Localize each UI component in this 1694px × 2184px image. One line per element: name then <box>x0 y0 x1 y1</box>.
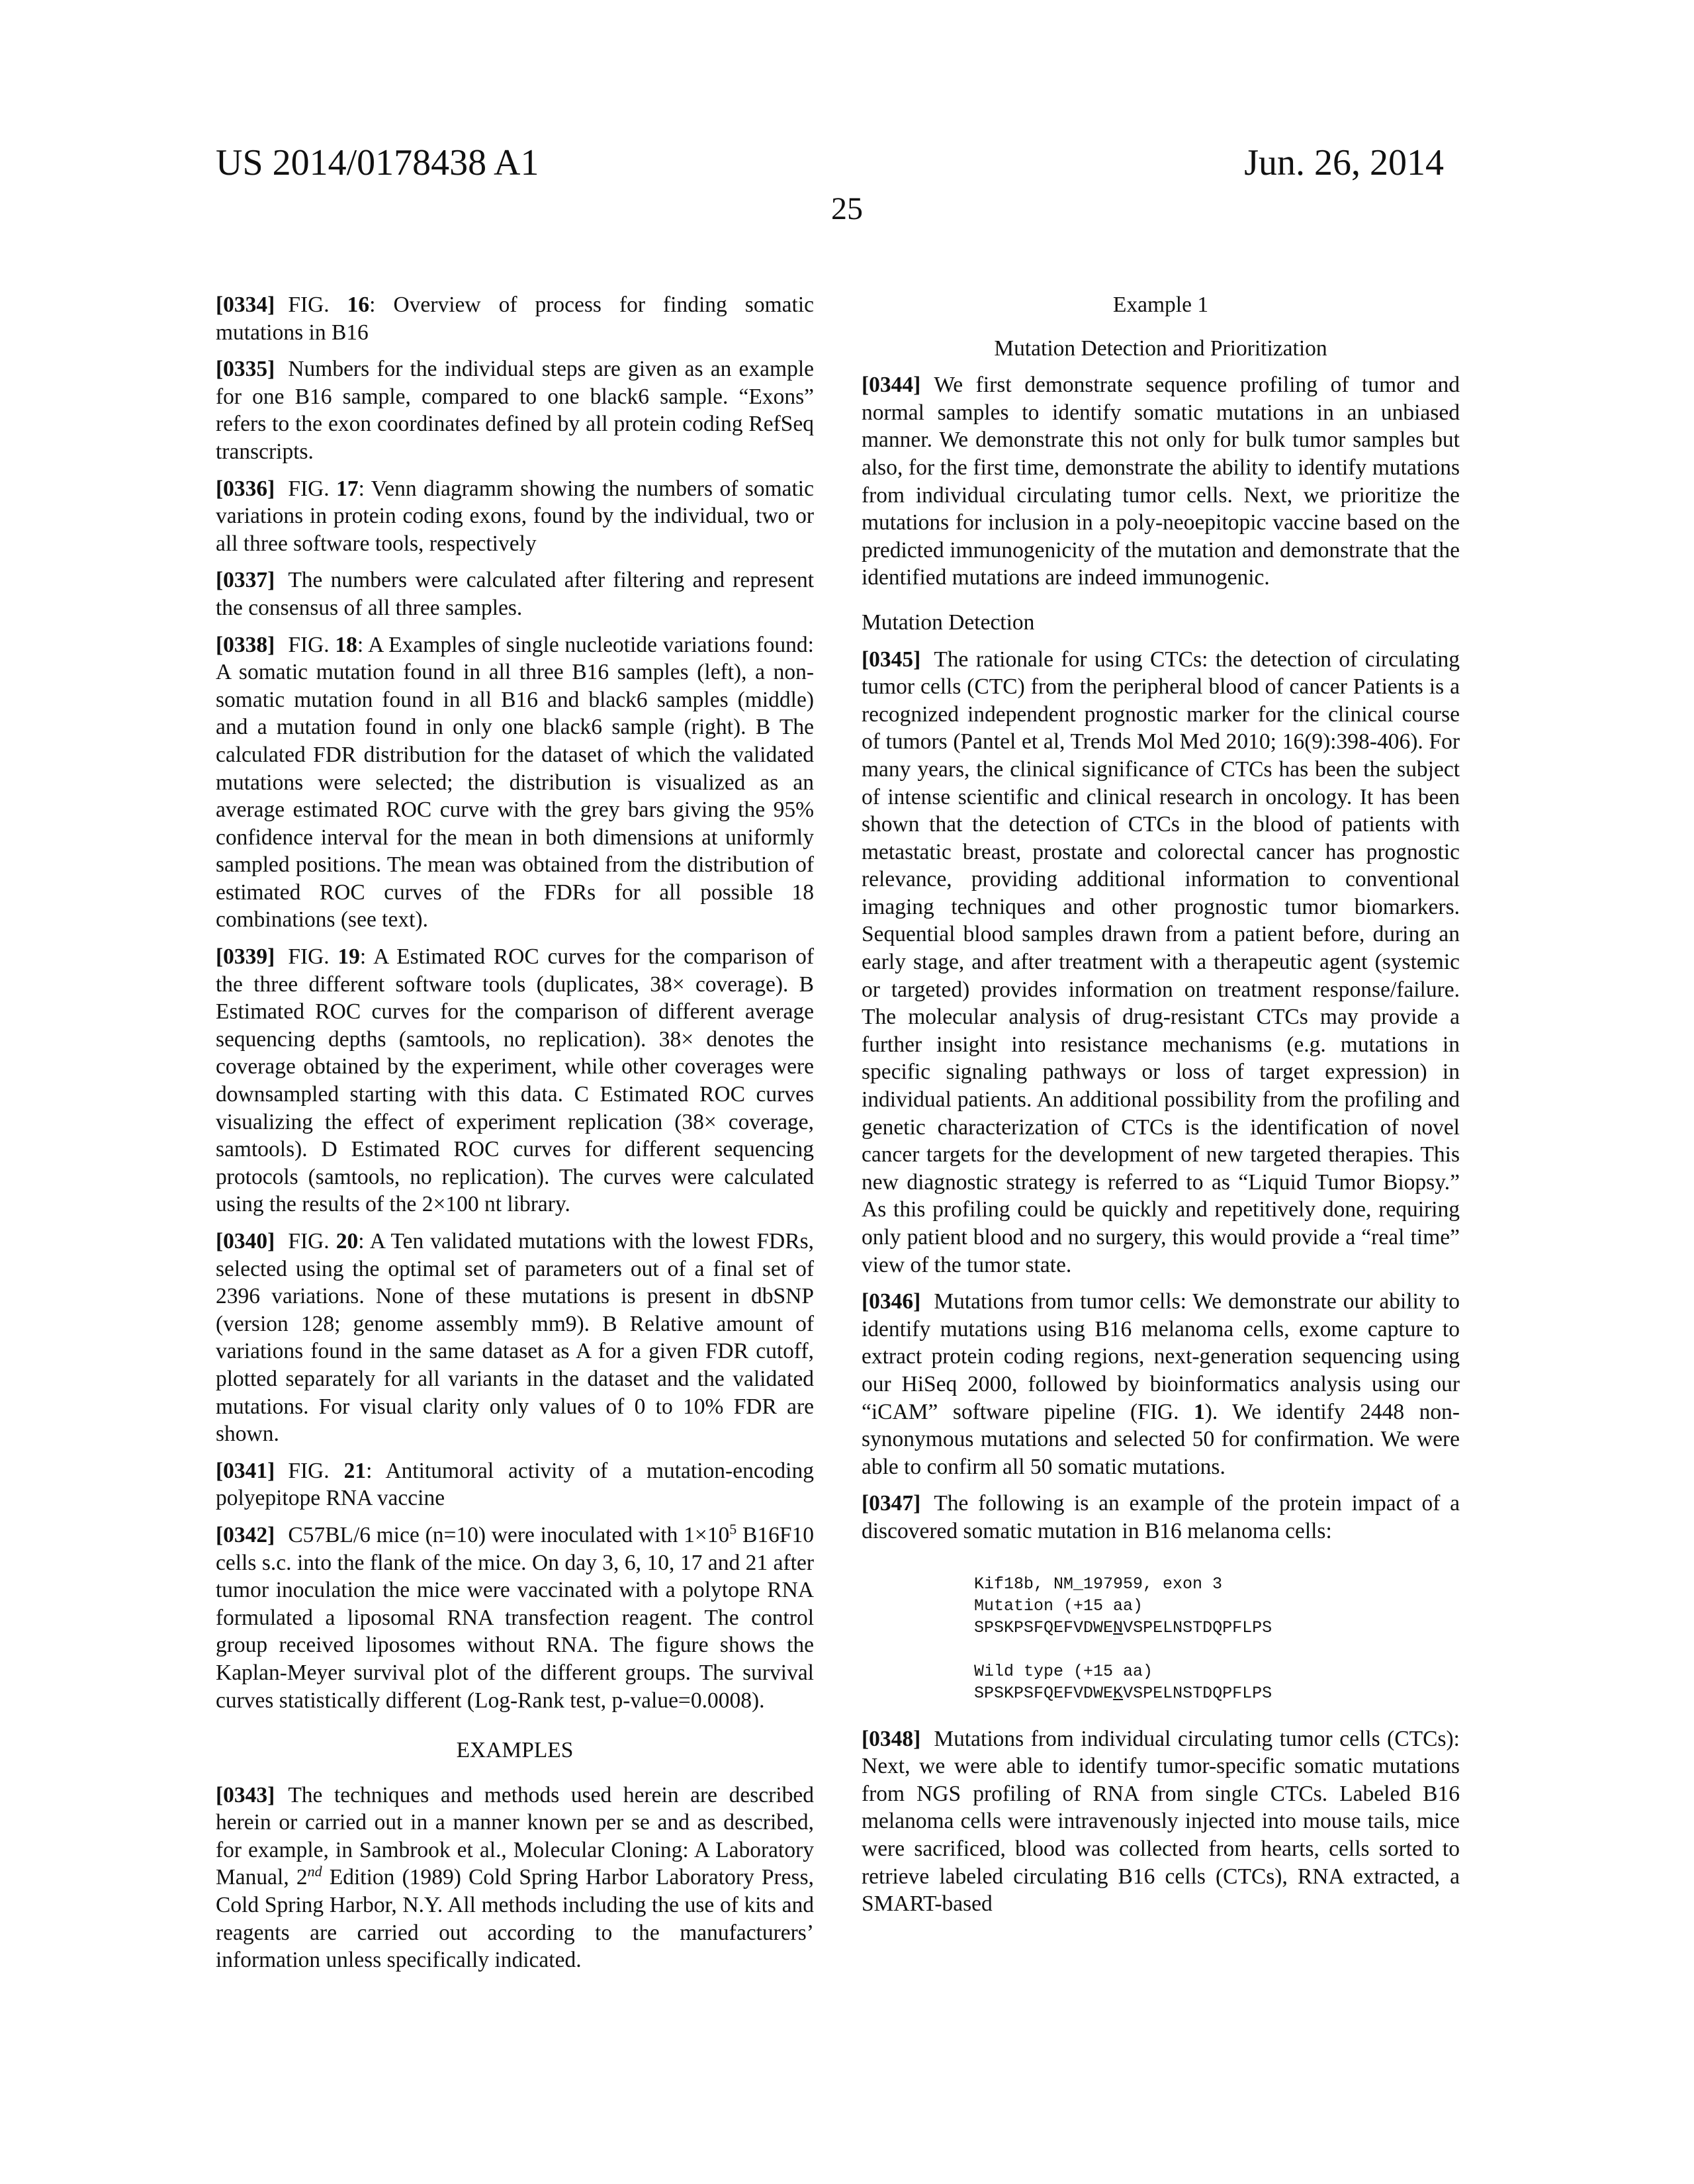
spacer <box>974 1639 1460 1661</box>
paragraph-id: [0344] <box>862 373 921 398</box>
paragraph-text: Edition (1989) Cold Spring Harbor Laboratory Press, Cold Spring Harbor, N.Y. All methods including the use of kits and reagents are carried out according to the manufacturers’ information unless specifically indicated. <box>216 1865 814 1973</box>
paragraph-text: The techniques and methods used herein are described herein or carried out in a manner known per se and as described, for example, in Sambrook et al., Molecular Cloning: A Laboratory Manual, 2 <box>216 1782 814 1890</box>
figure-ref: 1 <box>1194 1399 1205 1424</box>
paragraph-id: [0340] <box>216 1229 275 1253</box>
paragraph-text: FIG. <box>288 476 337 501</box>
paragraph-0338 <box>216 631 814 934</box>
figure-ref: 17 <box>336 476 359 501</box>
wildtype-residue: K <box>1113 1683 1124 1703</box>
paragraph-text: : Venn diagramm showing the numbers of somatic variations in protein coding exons, found by the individual, two or all three software tools, respectively <box>216 476 814 556</box>
page-number: 25 <box>831 191 863 226</box>
paragraph-0344 <box>862 371 1460 592</box>
example-title: Example 1 <box>1112 293 1209 317</box>
paragraph-text: FIG. <box>288 293 347 317</box>
sequence-part: VSPELNSTDQPFLPS <box>1123 1617 1272 1637</box>
paragraph-0342 <box>216 1522 814 1714</box>
paragraph-id: [0348] <box>862 1726 921 1751</box>
paragraph-text: : A Ten validated mutations with the lowest FDRs, selected using the optimal set of parameters out of a final set of 2396 variations. None of these mutations is present in dbSNP (version 128; genome assembly mm9). B Relative amount of variations found in the same dataset as A for a given FDR cutoff, plotted separately for all variants in the dataset and the validated mutations. For visual clarity only values of 0 to 10% FDR are shown. <box>216 1229 814 1447</box>
paragraph-text: FIG. <box>288 1229 336 1253</box>
paragraph-text: FIG. <box>288 1458 344 1483</box>
example-subtitle: Mutation Detection and Prioritization <box>994 336 1327 361</box>
paragraph-text: FIG. <box>288 632 335 657</box>
paragraph-text: : Antitumoral activity of a mutation-encoding polyepitope RNA vaccine <box>216 1458 814 1511</box>
paragraph-text: FIG. <box>288 944 338 970</box>
subheading-mutation-detection: Mutation Detection <box>862 610 1035 635</box>
paragraph-text: We first demonstrate sequence profiling of tumor and normal samples to identify somatic mutations in an unbiased manner. We demonstrate this not only for bulk tumor samples but also, for the first time, demonstrate the ability to identify mutations from individual circulating tumor cells. Next, we prioritize the mutations for inclusion in a poly-neoepitopic vaccine based on the predicted immunogenicity of the mutation and demonstrate that the identified mutations are indeed immunogenic. <box>862 373 1460 590</box>
paragraph-0341 <box>216 1457 814 1512</box>
paragraph-text: The numbers were calculated after filtering and represent the consensus of all three samples. <box>216 568 814 620</box>
figure-ref: 20 <box>335 1229 359 1253</box>
paragraph-text: C57BL/6 mice (n=10) were inoculated with 1×10 <box>288 1522 730 1547</box>
paragraph-0340 <box>216 1228 814 1448</box>
paragraph-0335 <box>216 355 814 465</box>
paragraph-id: [0334] <box>216 293 275 317</box>
figure-ref: 21 <box>343 1458 367 1483</box>
paragraph-text: The following is an example of the protein impact of a discovered somatic mutation in B16 melanoma cells: <box>862 1491 1460 1543</box>
paragraph-id: [0343] <box>216 1782 275 1807</box>
sequence-part: VSPELNSTDQPFLPS <box>1123 1683 1272 1703</box>
figure-ref: 19 <box>337 944 360 970</box>
paragraph-text: Mutations from individual circulating tumor cells (CTCs): Next, we were able to identify tumor-specific somatic mutations from NGS profiling of RNA from single CTCs. Labeled B16 melanoma cells were intravenously injected into mouse tails, mice were sacrificed, blood was collected from hearts, cells sorted to retrieve labeled circulating B16 cells (CTCs), RNA extracted, a SMART-based <box>862 1726 1460 1917</box>
sequence-part: SPSKPSFQEFVDWE <box>974 1683 1114 1703</box>
right-column <box>862 291 1460 1927</box>
paragraph-text: : A Examples of single nucleotide variations found: A somatic mutation found in all three B16 samples (left), a non-somatic mutation found in all B16 and black6 samples (middle) and a mutation found in only one black6 sample (right). B The calculated FDR distribution for the dataset of which the validated mutations were selected; the distribution is visualized as an average estimated ROC curve with the grey bars giving the 95% confidence interval for the mean in both dimensions at uniformly sampled positions. The mean was obtained from the distribution of estimated ROC curves of the FDRs for all possible 18 combinations (see text). <box>216 632 814 933</box>
sequence-wildtype-label: Wild type (+15 aa) <box>974 1661 1153 1681</box>
paragraph-0346 <box>862 1288 1460 1480</box>
paragraph-id: [0347] <box>862 1491 921 1516</box>
sequence-wildtype <box>974 1682 1460 1704</box>
figure-ref: 16 <box>347 293 370 317</box>
sequence-block <box>974 1573 1460 1704</box>
paragraph-0348 <box>862 1725 1460 1918</box>
paragraph-0347 <box>862 1490 1460 1545</box>
paragraph-0339 <box>216 943 814 1218</box>
paragraph-0334 <box>216 291 814 346</box>
section-heading-examples: EXAMPLES <box>456 1738 574 1763</box>
paragraph-0337 <box>216 567 814 621</box>
paragraph-id: [0335] <box>216 357 275 382</box>
paragraph-text: B16F10 cells s.c. into the flank of the mice. On day 3, 6, 10, 17 and 21 after tumor inoculation the mice were vaccinated with a polytope RNA formulated a liposomal RNA transfection reagent. The control group received liposomes without RNA. The figure shows the Kaplan-Meyer survival plot of the different groups. The survival curves statistically different (Log-Rank test, p-value=0.0008). <box>216 1522 814 1713</box>
paragraph-id: [0341] <box>216 1458 275 1483</box>
paragraph-text: The rationale for using CTCs: the detection of circulating tumor cells (CTC) from the peripheral blood of cancer Patients is a recognized independent prognostic marker for the clinical course of tumors (Pantel et al, Trends Mol Med 2010; 16(9):398-406). For many years, the clinical significance of CTCs has been the subject of intense scientific and clinical research in oncology. It has been shown that the detection of CTCs in the blood of patients with metastatic breast, prostate and colorectal cancer has prognostic relevance, providing additional information to conventional imaging techniques and other prognostic tumor biomarkers. Sequential blood samples drawn from a patient before, during an early stage, and after treatment with a therapeutic agent (systemic or targeted) provides information on treatment response/failure. The molecular analysis of drug-resistant CTCs may provide a further insight into resistance mechanisms (e.g. mutations in specific signaling pathways or loss of target expression) in individual patients. An additional possibility from the profiling and genetic characterization of CTCs is the identification of novel cancer targets for the development of new targeted therapies. This new diagnostic strategy is referred to as “Liquid Tumor Biopsy.” As this profiling could be quickly and repetitively done, requiring only patient blood and no surgery, this would provide a “real time” view of the tumor state. <box>862 647 1460 1277</box>
figure-ref: 18 <box>335 632 357 657</box>
patent-number: US 2014/0178438 A1 <box>216 142 539 183</box>
paragraph-id: [0338] <box>216 632 275 657</box>
paragraph-id: [0339] <box>216 944 275 970</box>
sequence-part: SPSKPSFQEFVDWE <box>974 1617 1114 1637</box>
publication-date: Jun. 26, 2014 <box>1244 142 1444 183</box>
paragraph-text: Mutations from tumor cells: We demonstrate our ability to identify mutations using B16 melanoma cells, exome capture to extract protein coding regions, next-generation sequencing using our HiSeq 2000, followed by bioinformatics analysis using our “iCAM” software pipeline (FIG. <box>862 1289 1460 1424</box>
paragraph-id: [0346] <box>862 1289 921 1314</box>
sequence-mutation <box>974 1617 1460 1639</box>
paragraph-text: ). We identify 2448 non-synonymous mutations and selected 50 for confirmation. We were able to confirm all 50 somatic mutations. <box>862 1399 1460 1479</box>
paragraph-text: Numbers for the individual steps are given as an example for one B16 sample, compared to one black6 sample. “Exons” refers to the exon coordinates defined by all protein coding RefSeq transcripts. <box>216 357 814 464</box>
paragraph-id: [0342] <box>216 1522 275 1547</box>
paragraph-text: : A Estimated ROC curves for the comparison of the three different software tools (duplicates, 38× coverage). B Estimated ROC curves for the comparison of different average sequencing depths (samtools, no replication). 38× denotes the coverage obtained by the experiment, while other coverages were downsampled starting with this data. C Estimated ROC curves visualizing the effect of experiment replication (38× coverage, samtools). D Estimated ROC curves for different sequencing protocols (samtools, no replication). The curves were calculated using the results of the 2×100 nt library. <box>216 944 814 1217</box>
mutated-residue: N <box>1113 1617 1124 1637</box>
paragraph-text: : Overview of process for finding somatic mutations in B16 <box>216 293 814 345</box>
sequence-mutation-label: Mutation (+15 aa) <box>974 1596 1143 1615</box>
paragraph-id: [0336] <box>216 476 275 501</box>
left-column <box>216 291 814 1983</box>
paragraph-0343 <box>216 1782 814 1974</box>
sequence-gene: Kif18b, NM_197959, exon 3 <box>974 1574 1223 1594</box>
paragraph-0336 <box>216 475 814 558</box>
superscript: nd <box>307 1863 322 1880</box>
paragraph-id: [0337] <box>216 568 275 593</box>
paragraph-id: [0345] <box>862 647 921 672</box>
superscript: 5 <box>729 1520 737 1537</box>
paragraph-0345 <box>862 646 1460 1279</box>
